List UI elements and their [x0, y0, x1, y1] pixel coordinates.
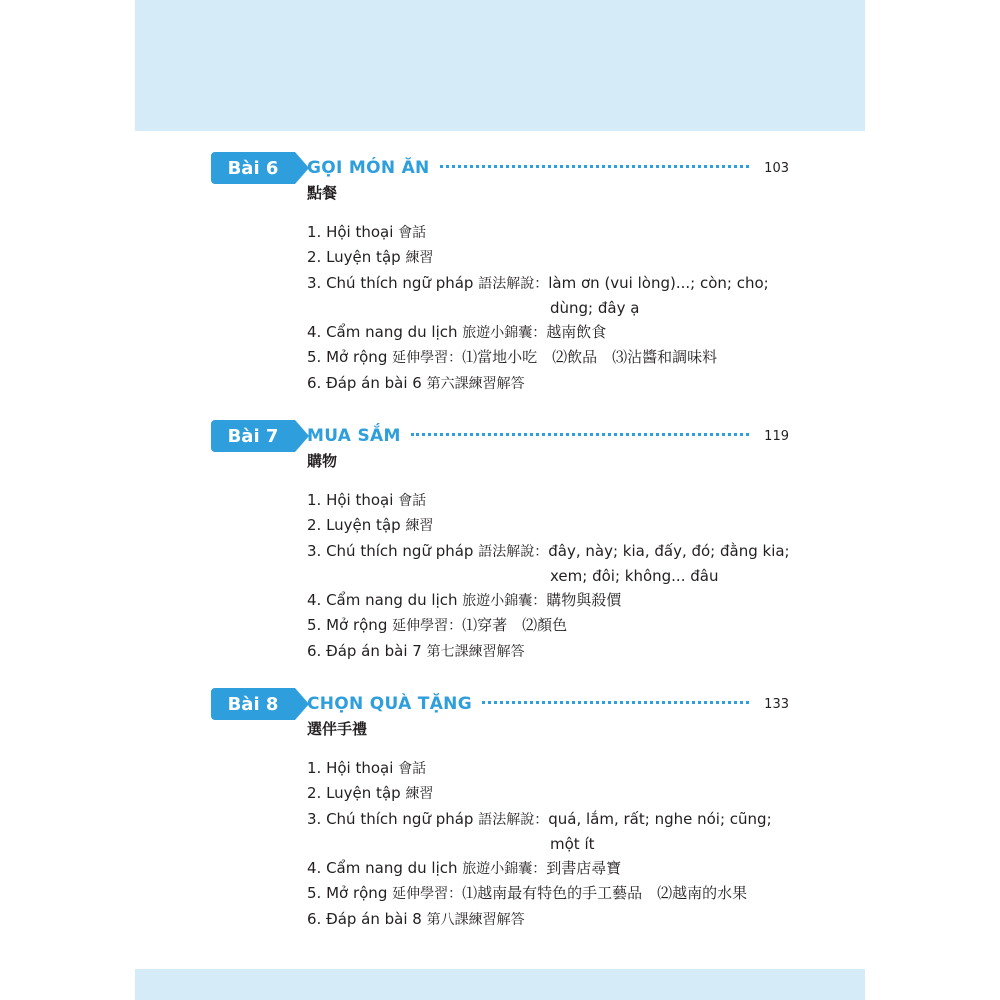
item-topics: quá, lắm, rất; nghe nói; cũng; — [548, 809, 772, 828]
item-chinese-label: 第八課練習解答 — [426, 911, 525, 928]
item-vietnamese-label: 3. Chú thích ngữ pháp — [307, 809, 474, 828]
item-chinese-label: 旅遊小錦囊： — [462, 325, 547, 342]
item-chinese-label: 語法解說： — [478, 543, 549, 560]
item-vietnamese-label: 2. Luyện tập — [307, 248, 401, 267]
lesson-item — [307, 539, 790, 564]
item-vietnamese-label: 1. Hội thoại — [307, 223, 394, 241]
lesson-item — [307, 371, 787, 396]
lesson-item-list — [307, 756, 787, 932]
lesson-item — [307, 881, 787, 906]
item-chinese-label: 旅遊小錦囊： — [462, 593, 547, 610]
bottom-decorative-band — [135, 969, 865, 1000]
lesson-chinese-title: 購物 — [307, 452, 338, 470]
item-topics: ⑴越南最有特色的手工藝品 ⑵越南的水果 — [462, 884, 748, 903]
page-number: 119 — [764, 428, 789, 444]
item-vietnamese-label: 5. Mở rộng — [307, 616, 388, 635]
item-vietnamese-label: 3. Chú thích ngữ pháp — [307, 541, 474, 560]
lesson-title-row[interactable] — [307, 690, 789, 718]
item-vietnamese-label: 1. Hội thoại — [307, 491, 394, 509]
lesson-item — [307, 756, 787, 781]
lesson-item-list — [307, 488, 790, 664]
item-chinese-label: 延伸學習： — [392, 618, 463, 635]
lesson-section — [0, 420, 1000, 670]
lesson-tab: Bài 6 — [211, 152, 295, 184]
lesson-title-row[interactable] — [307, 154, 789, 182]
item-chinese-label: 旅遊小錦囊： — [462, 861, 547, 878]
lesson-item-continuation: dùng; đây ạ — [550, 298, 640, 317]
item-chinese-label: 第六課練習解答 — [426, 375, 525, 392]
item-chinese-label: 會話 — [398, 761, 427, 777]
leader-dots — [411, 433, 749, 436]
item-chinese-label: 延伸學習： — [392, 886, 463, 903]
lesson-item — [307, 220, 787, 245]
item-chinese-label: 練習 — [405, 518, 434, 535]
item-vietnamese-label: 6. Đáp án bài 8 — [307, 909, 422, 928]
item-vietnamese-label: 5. Mở rộng — [307, 884, 388, 903]
item-chinese-label: 練習 — [405, 250, 434, 267]
item-topics: ⑴當地小吃 ⑵飲品 ⑶沾醬和調味料 — [462, 348, 718, 367]
item-topics: ⑴穿著 ⑵顏色 — [462, 616, 568, 635]
item-topics: 到書店尋寶 — [546, 859, 622, 878]
item-topics: 越南飲食 — [546, 323, 607, 342]
leader-dots — [440, 165, 749, 168]
lesson-item — [307, 320, 787, 345]
item-chinese-label: 延伸學習： — [392, 350, 463, 367]
top-decorative-band — [135, 0, 865, 131]
item-topics: 購物與殺價 — [546, 591, 622, 610]
lesson-item — [307, 588, 787, 613]
item-vietnamese-label: 4. Cẩm nang du lịch — [307, 859, 458, 878]
lesson-item — [307, 488, 787, 513]
lesson-title: CHỌN QUÀ TẶNG — [307, 694, 472, 714]
item-chinese-label: 會話 — [398, 225, 427, 241]
item-vietnamese-label: 4. Cẩm nang du lịch — [307, 323, 458, 342]
item-vietnamese-label: 1. Hội thoại — [307, 759, 394, 777]
lesson-item — [307, 907, 787, 932]
item-topics: đây, này; kia, đấy, đó; đằng kia; — [548, 541, 790, 560]
lesson-item-continuation: xem; đôi; không... đâu — [550, 566, 719, 585]
lesson-item — [307, 271, 787, 296]
lesson-item — [307, 639, 787, 664]
lesson-item-continuation: một ít — [550, 834, 595, 853]
page-number: 133 — [764, 696, 789, 712]
item-chinese-label: 語法解說： — [478, 811, 549, 828]
item-vietnamese-label: 5. Mở rộng — [307, 348, 388, 367]
item-vietnamese-label: 6. Đáp án bài 6 — [307, 373, 422, 392]
item-vietnamese-label: 2. Luyện tập — [307, 516, 401, 535]
lesson-item-list — [307, 220, 787, 396]
lesson-tab: Bài 7 — [211, 420, 295, 452]
item-chinese-label: 第七課練習解答 — [426, 643, 525, 660]
lesson-tab: Bài 8 — [211, 688, 295, 720]
item-vietnamese-label: 3. Chú thích ngữ pháp — [307, 273, 474, 292]
lesson-section — [0, 152, 1000, 402]
item-chinese-label: 練習 — [405, 786, 434, 803]
leader-dots — [482, 701, 749, 704]
lesson-item — [307, 613, 787, 638]
lesson-item — [307, 245, 787, 270]
lesson-section — [0, 688, 1000, 938]
lesson-item — [307, 513, 787, 538]
lesson-title-row[interactable] — [307, 422, 789, 450]
lesson-item — [307, 856, 787, 881]
item-topics: làm ơn (vui lòng)...; còn; cho; — [548, 273, 769, 292]
lesson-chinese-title: 點餐 — [307, 184, 338, 202]
lesson-item — [307, 781, 787, 806]
lesson-title: GỌI MÓN ĂN — [307, 158, 430, 178]
page-number: 103 — [764, 160, 789, 176]
item-vietnamese-label: 6. Đáp án bài 7 — [307, 641, 422, 660]
item-chinese-label: 語法解說： — [478, 275, 549, 292]
item-vietnamese-label: 4. Cẩm nang du lịch — [307, 591, 458, 610]
lesson-item — [307, 345, 787, 370]
lesson-title: MUA SẮM — [307, 426, 401, 446]
lesson-item — [307, 807, 787, 832]
item-chinese-label: 會話 — [398, 493, 427, 509]
lesson-chinese-title: 選伴手禮 — [307, 720, 368, 738]
item-vietnamese-label: 2. Luyện tập — [307, 784, 401, 803]
